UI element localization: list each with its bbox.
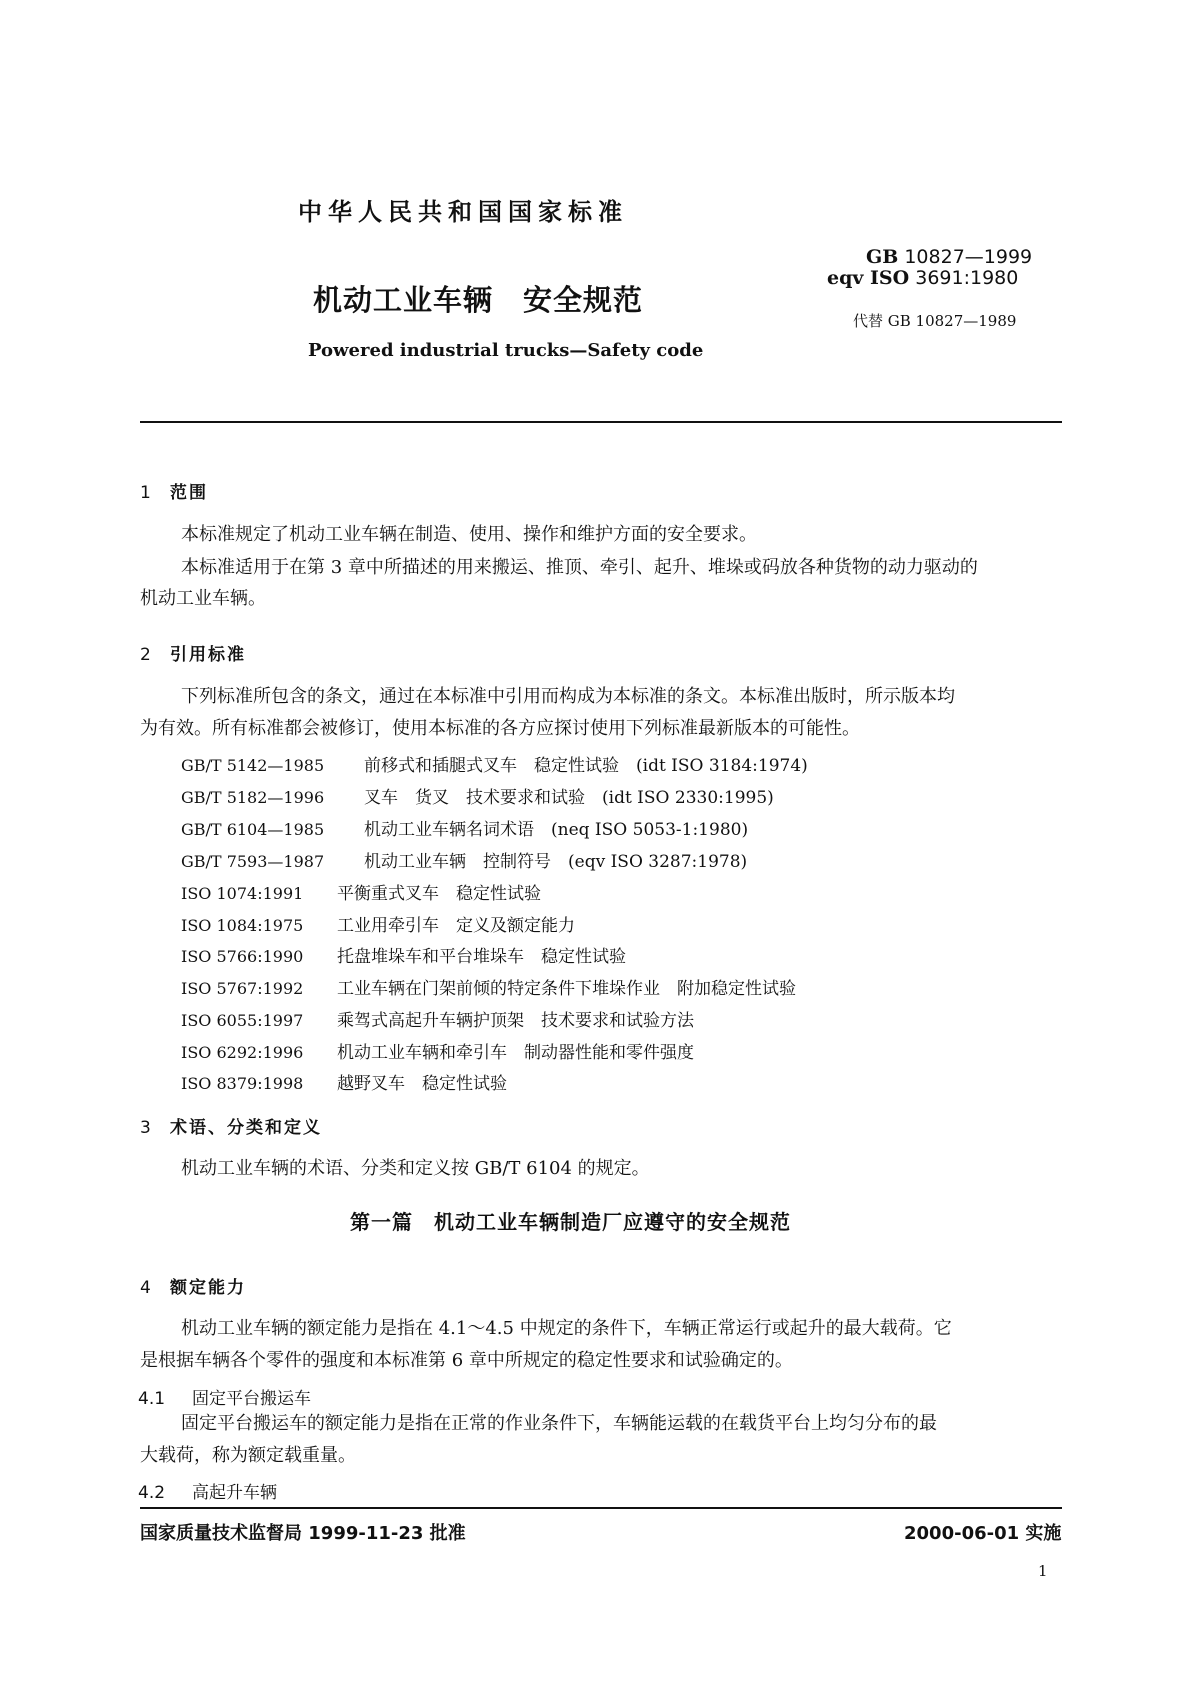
paragraph: 本标准适用于在第 3 章中所描述的用来搬运、推顶、牵引、起升、堆垛或码放各种货物的动力驱动的 xyxy=(181,557,978,578)
paragraph: 固定平台搬运车的额定能力是指在正常的作业条件下，车辆能运载的在载货平台上均匀分布的最 xyxy=(181,1413,937,1434)
iso-code-line xyxy=(827,267,1018,289)
gb-code-line xyxy=(866,246,1032,268)
reference-item: GB/T 6104—1985 机动工业车辆名词术语 (neq ISO 5053-1:1980) xyxy=(181,820,749,840)
section-title: 范围 xyxy=(170,483,208,503)
paragraph-continuation: 是根据车辆各个零件的强度和本标准第 6 章中所规定的稳定性要求和试验确定的。 xyxy=(140,1350,793,1371)
subsection-number: 4.2 xyxy=(138,1483,166,1503)
reference-item: ISO 1074:1991 平衡重式叉车 稳定性试验 xyxy=(181,884,541,904)
paragraph: 机动工业车辆的额定能力是指在 4.1～4.5 中规定的条件下，车辆正常运行或起升的最大载荷。它 xyxy=(181,1318,952,1339)
section-1-heading xyxy=(140,478,208,503)
subsection-title: 固定平台搬运车 xyxy=(192,1389,311,1409)
reference-item: ISO 8379:1998 越野叉车 稳定性试验 xyxy=(181,1074,507,1094)
section-title: 引用标准 xyxy=(170,645,246,665)
paragraph-continuation: 大载荷，称为额定载重量。 xyxy=(140,1445,356,1466)
iso-prefix: eqv ISO xyxy=(827,267,910,289)
reference-item: ISO 1084:1975 工业用牵引车 定义及额定能力 xyxy=(181,916,575,936)
paragraph-continuation: 机动工业车辆。 xyxy=(140,588,266,609)
effective-date: 2000-06-01 实施 xyxy=(904,1523,1062,1544)
subsection-title: 高起升车辆 xyxy=(192,1483,277,1503)
section-number: 4 xyxy=(140,1278,151,1298)
section-number: 1 xyxy=(140,483,151,503)
reference-item: ISO 5766:1990 托盘堆垛车和平台堆垛车 稳定性试验 xyxy=(181,947,626,967)
subsection-4-1-heading xyxy=(138,1384,311,1409)
gb-code: 10827—1999 xyxy=(904,246,1033,268)
part-title: 第一篇 机动工业车辆制造厂应遵守的安全规范 xyxy=(350,1210,791,1234)
iso-code: 3691:1980 xyxy=(915,267,1019,289)
reference-item: ISO 6292:1996 机动工业车辆和牵引车 制动器性能和零件强度 xyxy=(181,1043,694,1063)
section-number: 3 xyxy=(140,1118,151,1138)
document-title-cn: 机动工业车辆 安全规范 xyxy=(313,283,644,317)
gb-prefix: GB xyxy=(866,246,899,268)
reference-item: GB/T 7593—1987 机动工业车辆 控制符号 (eqv ISO 3287:1978) xyxy=(181,852,748,872)
reference-item: ISO 6055:1997 乘驾式高起升车辆护顶架 技术要求和试验方法 xyxy=(181,1011,694,1031)
paragraph: 下列标准所包含的条文，通过在本标准中引用而构成为本标准的条文。本标准出版时，所示版本均 xyxy=(181,686,955,707)
header-divider xyxy=(140,421,1062,423)
approval-statement: 国家质量技术监督局 1999-11-23 批准 xyxy=(140,1523,466,1544)
section-4-heading xyxy=(140,1273,246,1298)
section-2-heading xyxy=(140,640,246,665)
replaces-standard: 代替 GB 10827—1989 xyxy=(853,312,1017,330)
paragraph: 本标准规定了机动工业车辆在制造、使用、操作和维护方面的安全要求。 xyxy=(181,524,757,545)
subsection-number: 4.1 xyxy=(138,1389,166,1409)
footer-divider xyxy=(140,1507,1062,1509)
reference-item: GB/T 5142—1985 前移式和插腿式叉车 稳定性试验 (idt ISO 3184:1974) xyxy=(181,756,808,776)
paragraph: 机动工业车辆的术语、分类和定义按 GB/T 6104 的规定。 xyxy=(181,1158,650,1179)
document-title-en: Powered industrial trucks—Safety code xyxy=(308,340,704,361)
page-number: 1 xyxy=(1038,1562,1048,1580)
section-3-heading xyxy=(140,1113,322,1138)
paragraph-continuation: 为有效。所有标准都会被修订，使用本标准的各方应探讨使用下列标准最新版本的可能性。 xyxy=(140,718,860,739)
section-number: 2 xyxy=(140,645,151,665)
subsection-4-2-heading xyxy=(138,1478,277,1503)
reference-item: ISO 5767:1992 工业车辆在门架前倾的特定条件下堆垛作业 附加稳定性试验 xyxy=(181,979,796,999)
national-standard-heading: 中华人民共和国国家标准 xyxy=(298,198,628,226)
section-title: 术语、分类和定义 xyxy=(170,1118,322,1138)
section-title: 额定能力 xyxy=(170,1278,246,1298)
reference-item: GB/T 5182—1996 叉车 货叉 技术要求和试验 (idt ISO 2330:1995) xyxy=(181,788,774,808)
